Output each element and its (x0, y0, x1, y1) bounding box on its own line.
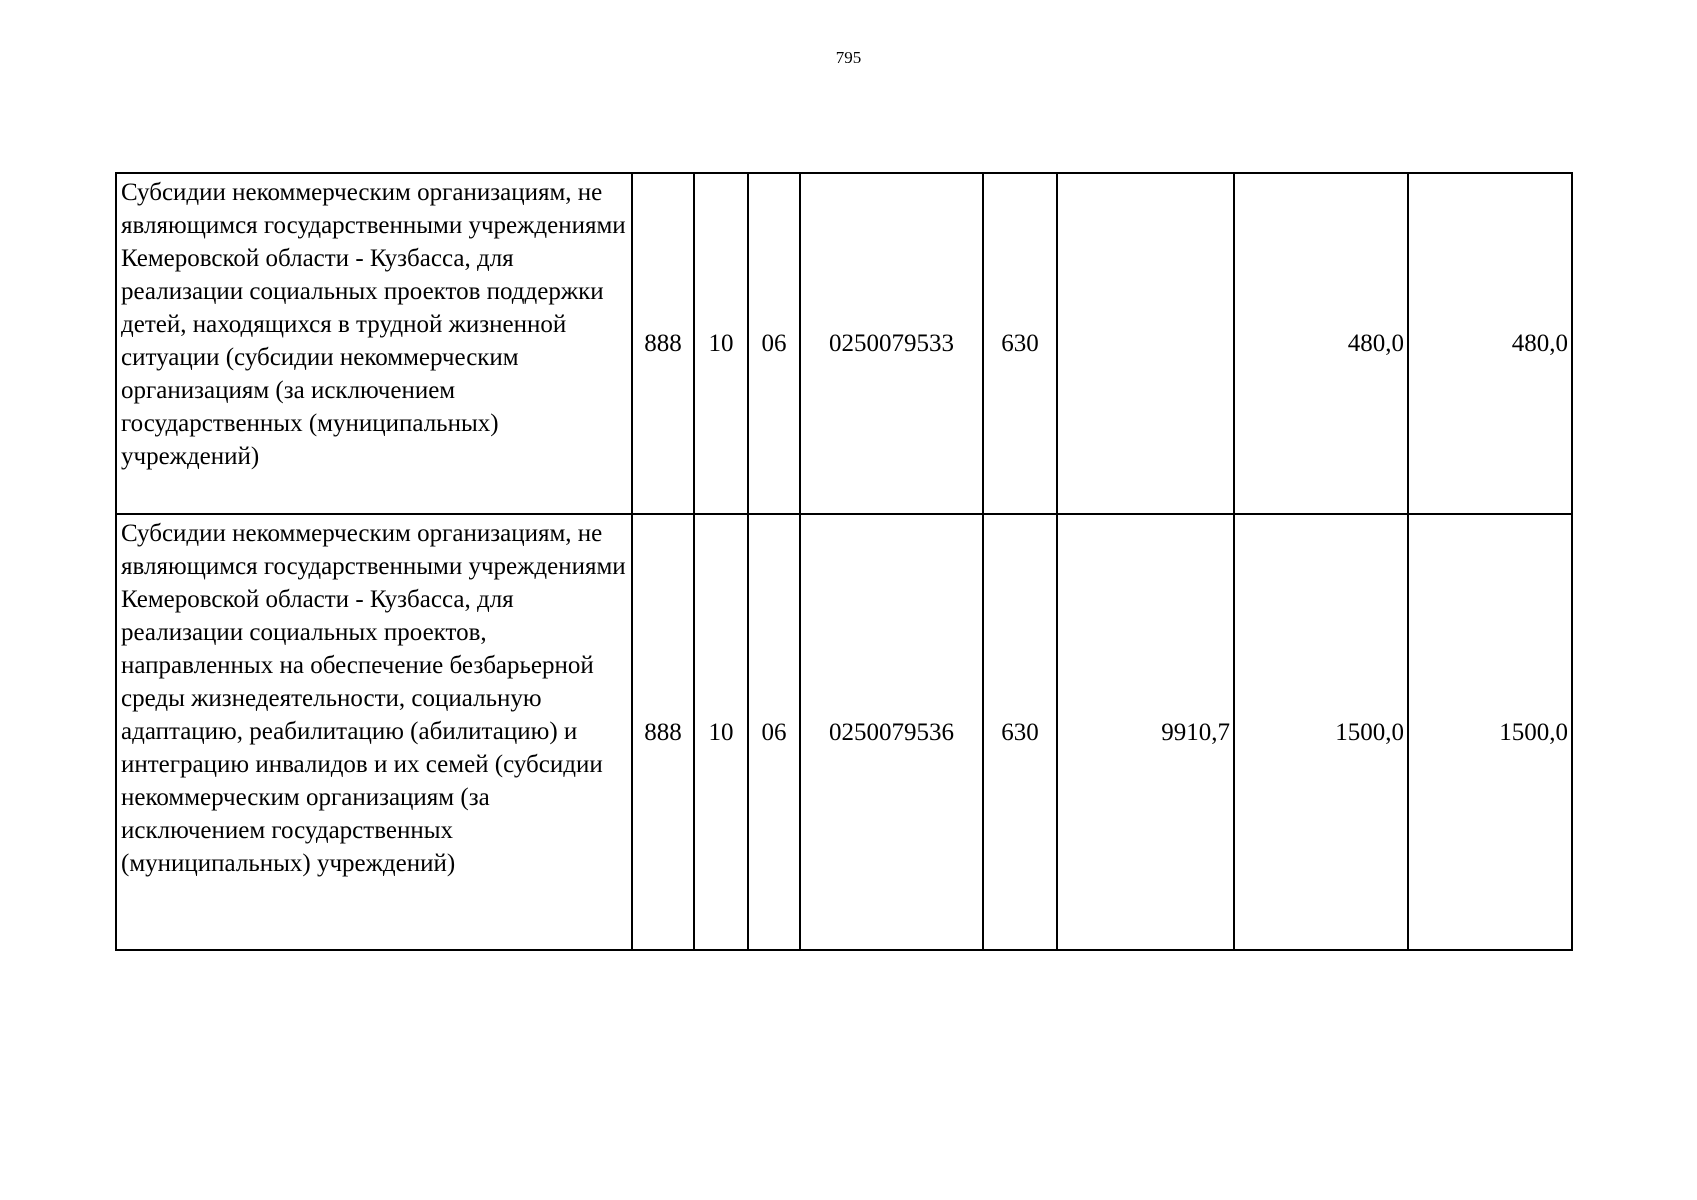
target-article-code: 0250079536 (800, 514, 983, 950)
amount-year-1: 9910,7 (1057, 514, 1234, 950)
section-code: 10 (694, 514, 748, 950)
table-row (116, 514, 1572, 950)
budget-table (115, 172, 1573, 951)
amount-year-1 (1057, 173, 1234, 514)
subsection-code: 06 (748, 514, 800, 950)
table-row (116, 173, 1572, 514)
ministry-code: 888 (632, 514, 694, 950)
subsection-code: 06 (748, 173, 800, 514)
amount-year-2: 480,0 (1234, 173, 1408, 514)
row-description: Субсидии некоммерческим организациям, не являющимся государственными учреждениями Кемеровской области - Кузбасса, для реализации социальных проектов поддержки детей, находящихся в трудной жизненной ситуации (субсидии некоммерческим организациям (за исключением государственных (муниципальных) учреждений) (116, 173, 632, 514)
expense-type-code: 630 (983, 173, 1057, 514)
page-number: 795 (835, 48, 862, 67)
row-description: Субсидии некоммерческим организациям, не являющимся государственными учреждениями Кемеровской области - Кузбасса, для реализации социальных проектов, направленных на обеспечение безбарьерной среды жизнедеятельности, социальную адаптацию, реабилитацию (абилитацию) и интеграцию инвалидов и их семей (субсидии некоммерческим организациям (за исключением государственных (муниципальных) учреждений) (116, 514, 632, 950)
amount-year-3: 480,0 (1408, 173, 1572, 514)
ministry-code: 888 (632, 173, 694, 514)
amount-year-2: 1500,0 (1234, 514, 1408, 950)
amount-year-3: 1500,0 (1408, 514, 1572, 950)
target-article-code: 0250079533 (800, 173, 983, 514)
section-code: 10 (694, 173, 748, 514)
expense-type-code: 630 (983, 514, 1057, 950)
